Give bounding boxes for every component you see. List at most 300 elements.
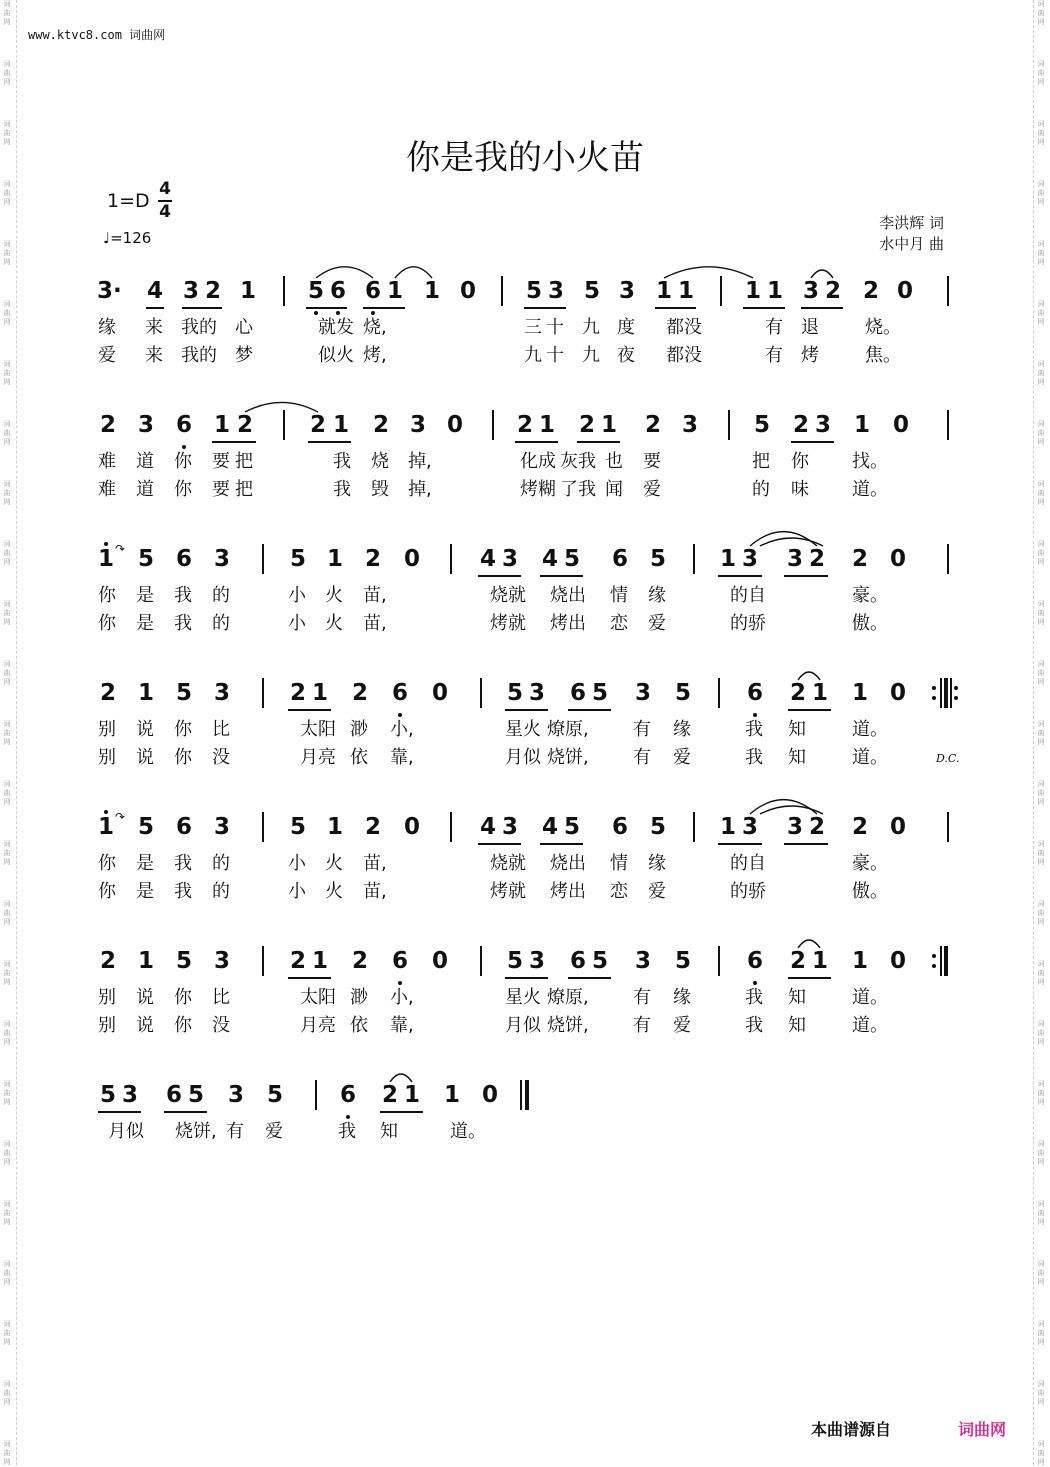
lyric-verse-1: 有 xyxy=(226,1121,244,1142)
note: 2 xyxy=(789,948,806,974)
lyric-verse-1: 豪。 xyxy=(852,853,888,874)
note: 3 xyxy=(634,680,651,706)
lyric-verse-2: 有 xyxy=(633,747,651,768)
note: 3 xyxy=(528,948,545,974)
watermark-text: 词 曲 网 xyxy=(1037,180,1045,206)
lyric-verse-2: 烧饼, xyxy=(547,747,589,768)
note: 2 xyxy=(99,680,116,706)
note: 2 xyxy=(862,278,879,304)
note: 4 xyxy=(479,814,496,840)
watermark-text: 词 曲 网 xyxy=(1037,1260,1045,1286)
lyric-verse-1: 烧就 xyxy=(490,585,526,606)
watermark-text: 词 曲 网 xyxy=(1037,300,1045,326)
lyric-verse-2: 掉, xyxy=(408,479,432,500)
key-signature: 1=D xyxy=(107,190,150,212)
note: 6 xyxy=(364,278,381,304)
lyric-verse-2: 小 xyxy=(288,881,306,902)
lyric-verse-1: 缘 xyxy=(673,719,691,740)
lyric-verse-1: 道 xyxy=(136,451,154,472)
lyric-verse-1: 三 xyxy=(524,317,542,338)
lyric-verse-2: 我 xyxy=(174,613,192,634)
lyric-verse-1: 退 xyxy=(801,317,819,338)
lyric-verse-1: 烧就 xyxy=(490,853,526,874)
note: 3 xyxy=(213,948,230,974)
note: 5 xyxy=(175,680,192,706)
note: 6 xyxy=(175,412,192,438)
lyric-verse-2: 道 xyxy=(136,479,154,500)
note: 4 xyxy=(541,814,558,840)
note: 1 xyxy=(851,948,868,974)
note: 5 xyxy=(266,1082,283,1108)
slur-arc xyxy=(798,940,820,948)
lyric-verse-1: 知 xyxy=(788,719,806,740)
note: 1 xyxy=(851,680,868,706)
note: 0 xyxy=(889,814,906,840)
note: 1 xyxy=(538,412,555,438)
note: 5 xyxy=(289,814,306,840)
note: 4 xyxy=(146,278,163,304)
lyric-verse-1: 太阳 xyxy=(300,719,336,740)
note: 1 xyxy=(311,680,328,706)
lyric-verse-2: 知 xyxy=(788,747,806,768)
lyric-verse-1: 燎原, xyxy=(547,987,589,1008)
lyric-verse-2: 你 xyxy=(174,747,192,768)
lyric-verse-1: 有 xyxy=(765,317,783,338)
watermark-text: 词 曲 网 xyxy=(1037,720,1045,746)
lyric-verse-2: 你 xyxy=(98,881,116,902)
lyric-verse-2: 是 xyxy=(136,881,154,902)
watermark-text: 词 曲 网 xyxy=(1037,480,1045,506)
lyric-verse-2: 烤就 xyxy=(490,613,526,634)
lyric-verse-1: 渺 xyxy=(350,719,368,740)
note: 6 xyxy=(175,814,192,840)
lyric-verse-2: 傲。 xyxy=(852,613,888,634)
note: 5 xyxy=(674,680,691,706)
watermark-text: 词 曲 网 xyxy=(1037,1140,1045,1166)
slur-arc xyxy=(760,806,823,814)
watermark-text: 词 曲 网 xyxy=(3,120,11,146)
slur-arc xyxy=(798,672,820,680)
lyric-verse-2: 我 xyxy=(333,479,351,500)
note: 2 xyxy=(644,412,661,438)
lyric-verse-2: 我的 xyxy=(181,345,217,366)
note: 1 xyxy=(332,412,349,438)
note: 2 xyxy=(808,814,825,840)
note: 3 xyxy=(634,948,651,974)
lyric-verse-2: 依 xyxy=(350,747,368,768)
note: 3 xyxy=(182,278,199,304)
lyric-verse-2: 的 xyxy=(212,613,230,634)
lyric-verse-1: 缘 xyxy=(648,853,666,874)
lyric-verse-2: 说 xyxy=(136,747,154,768)
lyric-verse-1: 掉, xyxy=(408,451,432,472)
lyric-verse-2: 味 xyxy=(791,479,809,500)
song-title: 你是我的小火苗 xyxy=(406,138,644,178)
lyric-verse-1: 缘 xyxy=(648,585,666,606)
lyric-verse-2: 烤, xyxy=(363,345,387,366)
lyric-verse-1: 的 xyxy=(212,585,230,606)
lyric-verse-1: 要 xyxy=(643,451,661,472)
dc-marking: D.C. xyxy=(936,752,960,765)
lyric-verse-1: 别 xyxy=(98,987,116,1008)
note: 1 xyxy=(719,814,736,840)
note: 1 xyxy=(213,412,230,438)
note: 3 xyxy=(213,546,230,572)
lyric-verse-2: 你 xyxy=(174,1015,192,1036)
lyric-verse-1: 把 xyxy=(752,451,770,472)
lyric-verse-1: 比 xyxy=(212,719,230,740)
note: 3 xyxy=(802,278,819,304)
watermark-text: 词 曲 网 xyxy=(1037,120,1045,146)
lyric-verse-1: 知 xyxy=(788,987,806,1008)
note: 1 xyxy=(677,278,694,304)
note: 2 xyxy=(364,546,381,572)
note: 3 xyxy=(121,1082,138,1108)
lyric-verse-1: 缘 xyxy=(673,987,691,1008)
note: 6 xyxy=(569,948,586,974)
lyric-verse-1: 的自 xyxy=(730,853,766,874)
lyric-verse-2: 爱 xyxy=(648,881,666,902)
note: 5 xyxy=(649,814,666,840)
note: 1 xyxy=(239,278,256,304)
lyric-verse-1: 难 xyxy=(98,451,116,472)
lyric-verse-1: 星火 xyxy=(505,719,541,740)
quarter-note-icon: ♩ xyxy=(103,229,111,247)
slur-arc xyxy=(811,270,833,278)
lyric-verse-2: 没 xyxy=(212,747,230,768)
note: 3 xyxy=(528,680,545,706)
note: 1 xyxy=(811,680,828,706)
lyric-verse-2: 恋 xyxy=(610,613,628,634)
note: 2 xyxy=(289,948,306,974)
lyric-verse-2: 爱 xyxy=(673,747,691,768)
note: 0 xyxy=(431,948,448,974)
lyric-verse-1: 苗, xyxy=(363,585,387,606)
lyric-verse-2: 把 xyxy=(235,479,253,500)
watermark-text: 词 曲 网 xyxy=(3,720,11,746)
watermark-text: 词 曲 网 xyxy=(3,420,11,446)
lyric-verse-2: 我 xyxy=(174,881,192,902)
lyric-verse-1: 渺 xyxy=(350,987,368,1008)
lyric-verse-1: 烧, xyxy=(363,317,387,338)
lyric-verse-2: 苗, xyxy=(363,613,387,634)
lyric-verse-2: 爱 xyxy=(98,345,116,366)
note: 2 xyxy=(99,948,116,974)
note: 0 xyxy=(403,814,420,840)
note: 2 xyxy=(808,546,825,572)
lyric-verse-1: 九 xyxy=(582,317,600,338)
watermark-text: 词 曲 网 xyxy=(1037,960,1045,986)
lyric-verse-1: 度 xyxy=(617,317,635,338)
note: 0 xyxy=(892,412,909,438)
note: 2 xyxy=(236,412,253,438)
note: 6 xyxy=(746,680,763,706)
watermark-text: 词 曲 网 xyxy=(1037,240,1045,266)
note: 5 xyxy=(525,278,542,304)
lyric-verse-1: 我 xyxy=(745,719,763,740)
note: 2 xyxy=(824,278,841,304)
lyric-verse-1: 要 xyxy=(212,451,230,472)
watermark-text: 词 曲 网 xyxy=(1037,1320,1045,1346)
composer-credit: 水中月 曲 xyxy=(879,235,944,253)
watermark-text: 词 曲 网 xyxy=(3,1200,11,1226)
lyric-verse-1: 小 xyxy=(288,853,306,874)
lyric-verse-1: 情 xyxy=(610,853,628,874)
note: 2 xyxy=(99,412,116,438)
lyric-verse-2: 似火 xyxy=(318,345,354,366)
note: 5 xyxy=(187,1082,204,1108)
note: 6 xyxy=(569,680,586,706)
note: 1 xyxy=(137,948,154,974)
lyric-verse-1: 有 xyxy=(633,719,651,740)
lyric-verse-2: 没 xyxy=(212,1015,230,1036)
lyric-verse-1: 我 xyxy=(745,987,763,1008)
breath-mark-icon: ↷ xyxy=(115,542,126,556)
tempo-value: =126 xyxy=(110,229,152,247)
note: 5 xyxy=(506,948,523,974)
watermark-text: 词 曲 网 xyxy=(3,480,11,506)
lyric-verse-2: 道。 xyxy=(852,1015,888,1036)
lyric-verse-1: 说 xyxy=(136,719,154,740)
note: 5 xyxy=(583,278,600,304)
note: 1 xyxy=(326,546,343,572)
lyric-verse-1: 你 xyxy=(98,585,116,606)
note: 0 xyxy=(446,412,463,438)
lyric-verse-2: 夜 xyxy=(617,345,635,366)
note: 6 xyxy=(611,814,628,840)
note: 0 xyxy=(889,680,906,706)
note: 1 xyxy=(600,412,617,438)
note: 1 xyxy=(403,1082,420,1108)
note: 3 xyxy=(786,814,803,840)
note: 2 xyxy=(792,412,809,438)
lyric-verse-1: 豪。 xyxy=(852,585,888,606)
lyric-verse-1: 小 xyxy=(288,585,306,606)
lyric-verse-1: 比 xyxy=(212,987,230,1008)
lyric-verse-1: 道。 xyxy=(450,1121,486,1142)
watermark-text: 词 曲 网 xyxy=(1037,1380,1045,1406)
note: 3 xyxy=(501,546,518,572)
time-signature-top: 4 xyxy=(159,179,171,199)
lyric-verse-2: 九 xyxy=(582,345,600,366)
lyric-verse-2: 有 xyxy=(633,1015,651,1036)
note: 6 xyxy=(329,278,346,304)
watermark-text: 词 曲 网 xyxy=(3,1440,11,1466)
lyric-verse-2: 你 xyxy=(174,479,192,500)
note: 1 xyxy=(744,278,761,304)
lyric-verse-1: 苗, xyxy=(363,853,387,874)
watermark-text: 词 曲 网 xyxy=(3,660,11,686)
lyric-verse-1: 我 xyxy=(338,1121,356,1142)
note: 0 xyxy=(896,278,913,304)
note: 3 xyxy=(547,278,564,304)
lyric-verse-1: 找。 xyxy=(852,451,888,472)
lyric-verse-1: 我的 xyxy=(181,317,217,338)
lyric-verse-2: 烤出 xyxy=(550,613,586,634)
source-label: 本曲谱源自 xyxy=(811,1420,892,1439)
note: 6 xyxy=(611,546,628,572)
lyric-verse-2: 十 xyxy=(546,345,564,366)
lyric-verse-1: 道。 xyxy=(852,987,888,1008)
lyric-verse-2: 了我 xyxy=(560,479,596,500)
note: 3 xyxy=(213,680,230,706)
lyric-verse-1: 烧出 xyxy=(550,585,586,606)
lyric-verse-1: 知 xyxy=(380,1121,398,1142)
note: 6 xyxy=(339,1082,356,1108)
lyric-verse-2: 烤出 xyxy=(550,881,586,902)
note: 1 xyxy=(386,278,403,304)
note: 1 xyxy=(311,948,328,974)
note: 1 xyxy=(766,278,783,304)
note: 0 xyxy=(459,278,476,304)
note: 1 xyxy=(326,814,343,840)
lyric-verse-2: 傲。 xyxy=(852,881,888,902)
lyric-verse-2: 的骄 xyxy=(730,613,766,634)
note: 3· xyxy=(97,278,122,304)
lyric-verse-2: 依 xyxy=(350,1015,368,1036)
watermark-text: 词 曲 网 xyxy=(3,240,11,266)
lyric-verse-1: 的自 xyxy=(730,585,766,606)
note: 2 xyxy=(204,278,221,304)
note: 5 xyxy=(175,948,192,974)
slur-arc xyxy=(245,402,318,412)
watermark-text: 词 曲 网 xyxy=(1037,780,1045,806)
note: 6 xyxy=(391,680,408,706)
note: 1 xyxy=(97,814,114,840)
watermark-text: 词 曲 网 xyxy=(3,600,11,626)
lyric-verse-1: 别 xyxy=(98,719,116,740)
lyric-verse-1: 也 xyxy=(605,451,623,472)
lyric-verse-1: 火 xyxy=(325,853,343,874)
note: 3 xyxy=(501,814,518,840)
lyric-verse-2: 爱 xyxy=(643,479,661,500)
note: 5 xyxy=(591,680,608,706)
watermark-text: 词 曲 网 xyxy=(3,1080,11,1106)
lyric-verse-1: 的 xyxy=(212,853,230,874)
lyric-verse-2: 别 xyxy=(98,747,116,768)
lyric-verse-1: 化成 xyxy=(520,451,556,472)
watermark-text: 词 曲 网 xyxy=(3,60,11,86)
note: 1 xyxy=(97,546,114,572)
lyric-verse-1: 有 xyxy=(633,987,651,1008)
lyric-verse-2: 道。 xyxy=(852,479,888,500)
lyric-verse-1: 烧饼, xyxy=(175,1121,217,1142)
note: 2 xyxy=(851,814,868,840)
lyric-verse-2: 的骄 xyxy=(730,881,766,902)
watermark-text: 词 曲 网 xyxy=(1037,900,1045,926)
note: 3 xyxy=(213,814,230,840)
lyric-verse-2: 烤糊 xyxy=(520,479,556,500)
note: 3 xyxy=(786,546,803,572)
watermark-text: 词 曲 网 xyxy=(3,0,11,26)
note: 1 xyxy=(137,680,154,706)
slur-arc xyxy=(664,267,753,278)
lyric-verse-2: 月亮 xyxy=(300,747,336,768)
note: 0 xyxy=(481,1082,498,1108)
note: 5 xyxy=(289,546,306,572)
note: 1 xyxy=(811,948,828,974)
lyric-verse-2: 月似 xyxy=(505,747,541,768)
lyric-verse-1: 你 xyxy=(174,987,192,1008)
lyric-verse-2: 是 xyxy=(136,613,154,634)
lyric-verse-2: 爱 xyxy=(673,1015,691,1036)
lyric-verse-2: 你 xyxy=(98,613,116,634)
lyric-verse-2: 都没 xyxy=(666,345,702,366)
note: 0 xyxy=(889,948,906,974)
note: 5 xyxy=(674,948,691,974)
watermark-text: 词 曲 网 xyxy=(3,360,11,386)
source-site: 词曲网 xyxy=(958,1420,1007,1439)
lyric-verse-2: 要 xyxy=(212,479,230,500)
watermark-text: 词 曲 网 xyxy=(3,780,11,806)
slur-arc xyxy=(760,538,823,546)
note: 5 xyxy=(563,814,580,840)
lyric-verse-1: 把 xyxy=(235,451,253,472)
watermark-text: 词 曲 网 xyxy=(3,1260,11,1286)
lyric-verse-1: 小, xyxy=(390,987,414,1008)
slur-arc xyxy=(395,267,432,278)
lyric-verse-2: 烤 xyxy=(801,345,819,366)
note: 2 xyxy=(789,680,806,706)
watermark-text: 词 曲 网 xyxy=(1037,1080,1045,1106)
note: 0 xyxy=(403,546,420,572)
note: 6 xyxy=(175,546,192,572)
lyric-verse-1: 都没 xyxy=(666,317,702,338)
lyric-verse-1: 我 xyxy=(174,853,192,874)
lyric-verse-2: 的 xyxy=(212,881,230,902)
lyric-verse-1: 就发 xyxy=(318,317,354,338)
note: 3 xyxy=(227,1082,244,1108)
lyric-verse-2: 九 xyxy=(524,345,542,366)
lyric-verse-1: 心 xyxy=(235,317,253,338)
note: 2 xyxy=(351,948,368,974)
note: 5 xyxy=(137,546,154,572)
watermark-text: 词 曲 网 xyxy=(1037,540,1045,566)
watermark-text: 词 曲 网 xyxy=(3,840,11,866)
watermark-text: 词 曲 网 xyxy=(3,180,11,206)
breath-mark-icon: ↷ xyxy=(115,810,126,824)
lyricist-credit: 李洪辉 词 xyxy=(879,214,944,232)
watermark-text: 词 曲 网 xyxy=(1037,1020,1045,1046)
note: 6 xyxy=(391,948,408,974)
lyric-verse-2: 恋 xyxy=(610,881,628,902)
watermark-text: 词 曲 网 xyxy=(3,1320,11,1346)
lyric-verse-2: 的 xyxy=(752,479,770,500)
lyric-verse-1: 我 xyxy=(333,451,351,472)
slur-arc xyxy=(390,1074,412,1082)
lyric-verse-1: 你 xyxy=(174,719,192,740)
watermark-text: 词 曲 网 xyxy=(1037,1440,1045,1466)
note: 0 xyxy=(889,546,906,572)
lyric-verse-1: 灰我 xyxy=(560,451,596,472)
watermark-text: 词 曲 网 xyxy=(3,1380,11,1406)
lyric-verse-2: 我 xyxy=(745,747,763,768)
note: 2 xyxy=(851,546,868,572)
lyric-verse-1: 星火 xyxy=(505,987,541,1008)
time-signature-bottom: 4 xyxy=(159,202,171,222)
note: 0 xyxy=(431,680,448,706)
lyric-verse-2: 别 xyxy=(98,1015,116,1036)
lyric-verse-2: 火 xyxy=(325,881,343,902)
lyric-verse-1: 你 xyxy=(98,853,116,874)
lyric-verse-2: 靠, xyxy=(390,1015,414,1036)
lyric-verse-2: 道。 xyxy=(852,747,888,768)
watermark-text: 词 曲 网 xyxy=(3,1020,11,1046)
lyric-verse-2: 有 xyxy=(765,345,783,366)
lyric-verse-2: 说 xyxy=(136,1015,154,1036)
lyric-verse-1: 爱 xyxy=(265,1121,283,1142)
watermark-text: 词 曲 网 xyxy=(1037,600,1045,626)
